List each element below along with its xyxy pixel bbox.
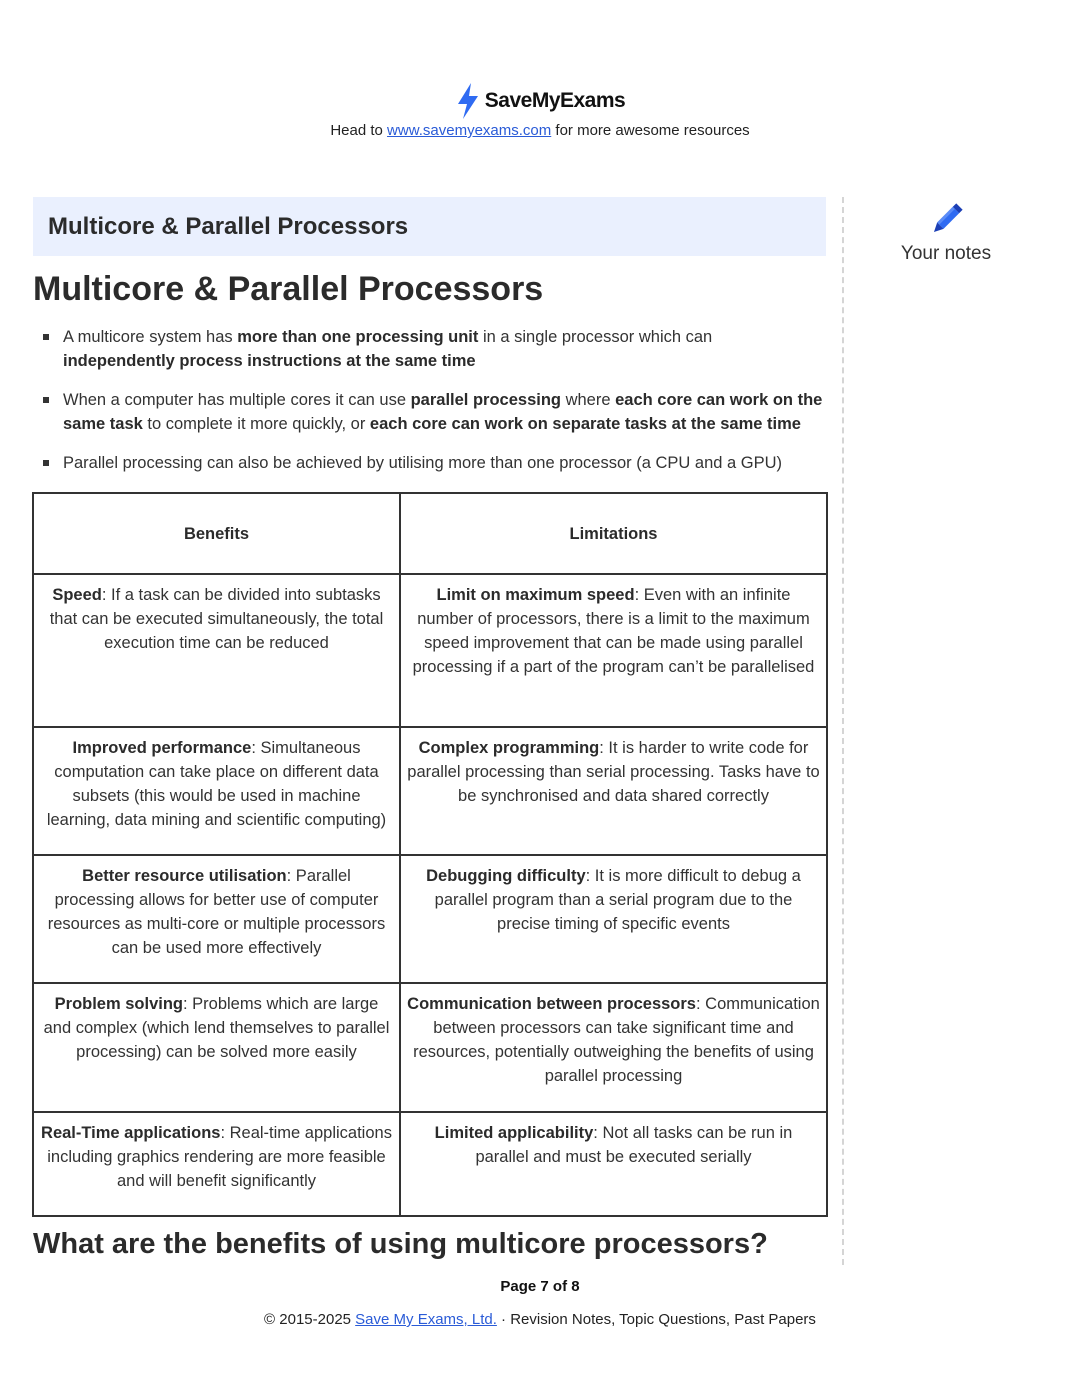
benefit-term: Improved performance [72,739,252,757]
notes-divider [842,197,844,1265]
limitation-description: : It is more difficult to debug a parallel program than a serial program due to the precise timing of specific events [434,867,801,933]
emphasis-text: more than one processing unit [237,328,479,346]
footer-suffix: · Revision Notes, Topic Questions, Past Papers [496,1311,816,1328]
limitation-description: : Communication between processors can take significant time and resources, potentially outweighing the benefits of using parallel processing [413,995,820,1085]
copyright-text: © 2015-2025 [264,1311,356,1328]
page-number: Page 7 of 8 [500,1278,580,1295]
bullet-text: where [561,391,616,409]
list-item [33,451,823,475]
benefits-limitations-table [32,492,828,1217]
benefit-cell [33,1112,400,1216]
brand-name: SaveMyExams [484,89,626,112]
bullet-text: When a computer has multiple cores it can use [63,391,411,409]
benefit-description: : If a task can be divided into subtasks that can be executed simultaneously, the total execution time can be reduced [49,586,384,652]
tagline-suffix: for more awesome resources [551,122,750,139]
limitation-cell [400,727,827,855]
notes-label: Your notes [900,243,992,264]
benefit-term: Problem solving [54,995,183,1013]
column-header-limitations: Limitations [400,493,827,574]
section-heading: Multicore & Parallel Processors [33,270,544,308]
topic-banner [33,197,826,256]
table-row [33,983,827,1112]
tagline-prefix: Head to [330,122,388,139]
benefit-cell [33,855,400,983]
benefit-cell [33,574,400,727]
your-notes-panel [890,200,1002,265]
limitation-description: : Even with an infinite number of processors, there is a limit to the maximum speed improvement that can be made using parallel processing if a part of the program can’t be parallelised [412,586,815,676]
limitation-term: Communication between processors [407,995,696,1013]
limitation-term: Limit on maximum speed [436,586,635,604]
table-row [33,855,827,983]
pencil-icon [926,200,966,240]
emphasis-text: independently process instructions at the same time [63,352,476,370]
table-row [33,574,827,727]
benefit-description: : Simultaneous computation can take place on different data subsets (this would be used in machine learning, data mining and scientific computing) [46,739,387,829]
company-link[interactable]: Save My Exams, Ltd. [355,1311,497,1328]
bullet-text: to complete it more quickly, or [142,415,370,433]
brand-logo[interactable] [0,82,1080,120]
benefit-description: : Parallel processing allows for better use of computer resources as multi-core or multiple processors can be used more effectively [47,867,386,957]
table-row [33,727,827,855]
page-footer [0,1311,1080,1328]
benefit-term: Real-Time applications [41,1124,221,1142]
list-item [33,388,823,436]
banner-title: Multicore & Parallel Processors [48,212,409,240]
limitation-description: : It is harder to write code for parallel processing than serial processing. Tasks have to be synchronised and data shared correctly [407,739,820,805]
subheading: What are the benefits of using multicore processors? [33,1228,768,1260]
column-header-benefits: Benefits [33,493,400,574]
page-header [0,82,1080,139]
benefit-description: : Real-time applications including graphics rendering are more feasible and will benefit significantly [47,1124,392,1190]
emphasis-text: each core can work on the same task [63,391,823,433]
limitation-term: Complex programming [418,739,600,757]
limitation-term: Debugging difficulty [426,867,586,885]
limitation-description: : Not all tasks can be run in parallel and must be executed serially [475,1124,793,1166]
limitation-cell [400,1112,827,1216]
emphasis-text: each core can work on separate tasks at the same time [369,415,801,433]
table-row [33,1112,827,1216]
list-item [33,325,823,373]
limitation-cell [400,983,827,1112]
website-link[interactable]: www.savemyexams.com [387,122,552,139]
benefit-cell [33,727,400,855]
bullet-text: Parallel processing can also be achieved by utilising more than one processor (a CPU and a GPU) [63,454,783,472]
tagline [0,122,1080,139]
bullet-text: A multicore system has [63,328,238,346]
limitation-term: Limited applicability [434,1124,594,1142]
benefit-term: Better resource utilisation [82,867,287,885]
limitation-cell [400,855,827,983]
lightning-bolt-icon [455,82,481,120]
bullet-text: in a single processor which can [478,328,713,346]
limitation-cell [400,574,827,727]
benefit-description: : Problems which are large and complex (which lend themselves to parallel processing) can be solved more easily [43,995,390,1061]
emphasis-text: parallel processing [410,391,561,409]
benefit-cell [33,983,400,1112]
bullet-list [33,325,823,490]
table-header-row [33,493,827,574]
benefit-term: Speed [52,586,102,604]
